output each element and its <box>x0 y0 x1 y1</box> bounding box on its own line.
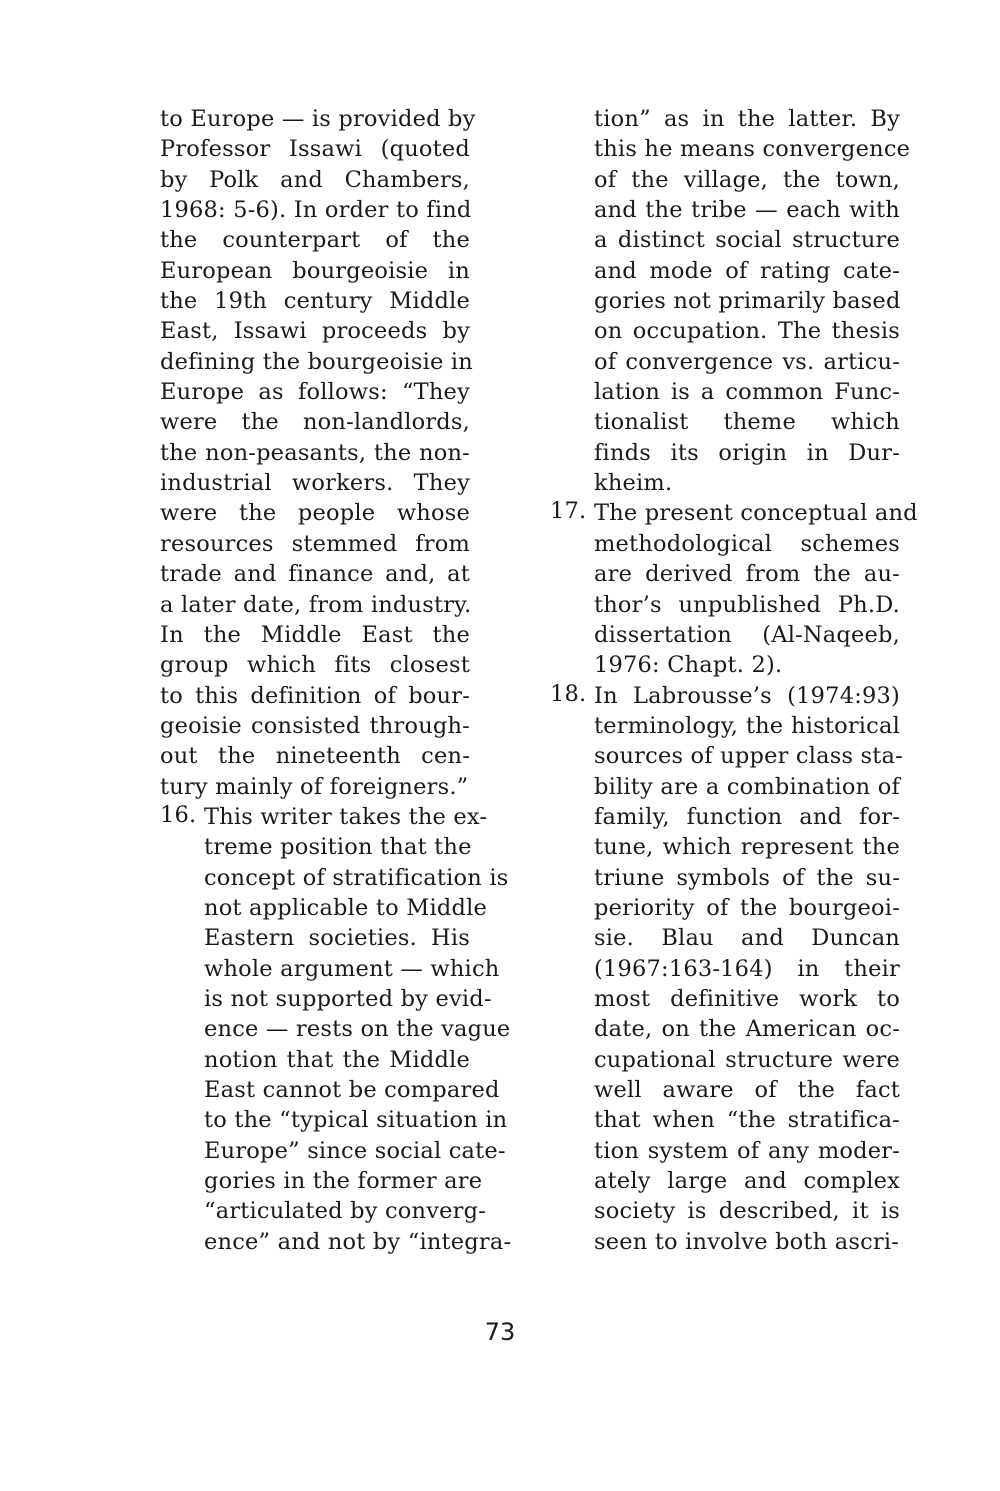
text-line: date, on the American oc- <box>594 1016 900 1043</box>
text-line: tion system of any moder- <box>594 1137 900 1164</box>
text-line: Europe” since social cate- <box>204 1137 506 1164</box>
text-line: 1976: Chapt. 2). <box>594 652 783 679</box>
text-line: geoisie consisted through- <box>160 712 470 739</box>
text-line: 1968: 5-6). In order to find <box>160 197 472 224</box>
text-line: European bourgeoisie in <box>160 257 470 284</box>
text-line: tionalist theme which <box>594 409 900 436</box>
text-line: (1967:163-164) in their <box>594 955 900 982</box>
right-continuation <box>550 104 911 498</box>
text-line: to this definition of bour- <box>160 682 470 709</box>
text-line: by Polk and Chambers, <box>160 166 470 193</box>
text-line: triune symbols of the su- <box>594 864 900 891</box>
text-line: seen to involve both ascri- <box>594 1228 900 1255</box>
text-line: thor’s unpublished Ph.D. <box>594 591 900 618</box>
text-line: group which fits closest <box>160 652 470 679</box>
right-column <box>550 104 918 1257</box>
text-line: the 19th century Middle <box>160 288 470 315</box>
text-line: and mode of rating cate- <box>594 257 900 284</box>
footnote-number: 16. <box>160 801 197 828</box>
text-line: were the non-landlords, <box>160 409 470 436</box>
text-line: “articulated by converg- <box>204 1198 487 1225</box>
text-line: gories in the former are <box>204 1168 483 1195</box>
text-line: are derived from the au- <box>594 561 900 588</box>
text-line: well aware of the fact <box>594 1077 900 1103</box>
text-line: of convergence vs. articu- <box>594 348 900 375</box>
text-line: East cannot be compared <box>204 1077 500 1103</box>
text-line: Professor Issawi (quoted <box>160 136 470 163</box>
text-line: most definitive work to <box>594 985 900 1012</box>
footnote-16 <box>160 801 512 1257</box>
left-column <box>160 104 512 1257</box>
text-line: ately large and complex <box>594 1168 900 1195</box>
text-line: East, Issawi proceeds by <box>160 318 470 345</box>
text-line: a distinct social structure <box>594 227 900 254</box>
text-line: that when “the stratifica- <box>594 1107 900 1134</box>
text-line: the non-peasants, the non- <box>160 439 470 466</box>
text-line: This writer takes the ex- <box>204 803 488 830</box>
text-line: industrial workers. They <box>160 470 470 497</box>
footnote-number: 17. <box>550 498 587 525</box>
text-line: cupational structure were <box>594 1046 900 1073</box>
text-line: terminology, the historical <box>594 712 900 739</box>
text-line: family, function and for- <box>594 803 900 830</box>
text-line: and the tribe — each with <box>594 197 900 224</box>
text-line: not applicable to Middle <box>204 894 488 921</box>
text-line: tury mainly of foreigners.” <box>160 773 469 800</box>
text-line: The present conceptual and <box>594 500 918 527</box>
text-line: tion” as in the latter. By <box>594 106 900 132</box>
text-line: this he means convergence <box>594 136 911 163</box>
text-line: lation is a common Func- <box>594 379 900 406</box>
text-line: sources of upper class sta- <box>594 743 903 770</box>
text-line: periority of the bourgeoi- <box>594 894 900 921</box>
text-line: to the “typical situation in <box>204 1107 508 1134</box>
text-line: ence — rests on the vague <box>204 1016 511 1043</box>
text-line: tune, which represent the <box>594 834 900 861</box>
text-line: is not supported by evid- <box>204 985 492 1012</box>
text-line: society is described, it is <box>594 1198 900 1225</box>
text-line: whole argument — which <box>204 955 500 982</box>
text-line: In Labrousse’s (1974:93) <box>594 682 900 709</box>
text-line: to Europe — is provided by <box>160 106 476 132</box>
text-line: treme position that the <box>204 834 472 861</box>
footnote-number: 18. <box>550 680 587 707</box>
text-line: gories not primarily based <box>594 288 901 315</box>
text-line: In the Middle East the <box>160 621 470 648</box>
text-line: ence” and not by “integra- <box>204 1228 512 1255</box>
page-number: 73 <box>484 1318 516 1346</box>
text-line: on occupation. The thesis <box>594 318 900 345</box>
text-line: of the village, the town, <box>594 166 900 193</box>
text-line: a later date, from industry. <box>160 591 472 618</box>
text-line: Europe as follows: “They <box>160 379 470 406</box>
text-line: were the people whose <box>160 500 470 527</box>
text-line: the counterpart of the <box>160 227 470 254</box>
left-continuation <box>160 104 476 802</box>
text-line: resources stemmed from <box>160 530 470 557</box>
text-line: defining the bourgeoisie in <box>160 348 473 375</box>
text-line: out the nineteenth cen- <box>160 743 470 770</box>
footnote-18 <box>550 680 903 1258</box>
text-line: finds its origin in Dur- <box>594 439 900 466</box>
text-line: bility are a combination of <box>594 773 900 800</box>
text-line: methodological schemes <box>594 530 900 557</box>
footnote-17 <box>550 498 918 680</box>
text-line: Eastern societies. His <box>204 925 470 952</box>
text-line: concept of stratification is <box>204 864 509 891</box>
text-line: sie. Blau and Duncan <box>594 925 900 952</box>
text-line: dissertation (Al-Naqeeb, <box>594 621 900 648</box>
text-line: kheim. <box>594 470 673 497</box>
text-line: trade and finance and, at <box>160 561 470 588</box>
text-line: notion that the Middle <box>204 1046 470 1073</box>
